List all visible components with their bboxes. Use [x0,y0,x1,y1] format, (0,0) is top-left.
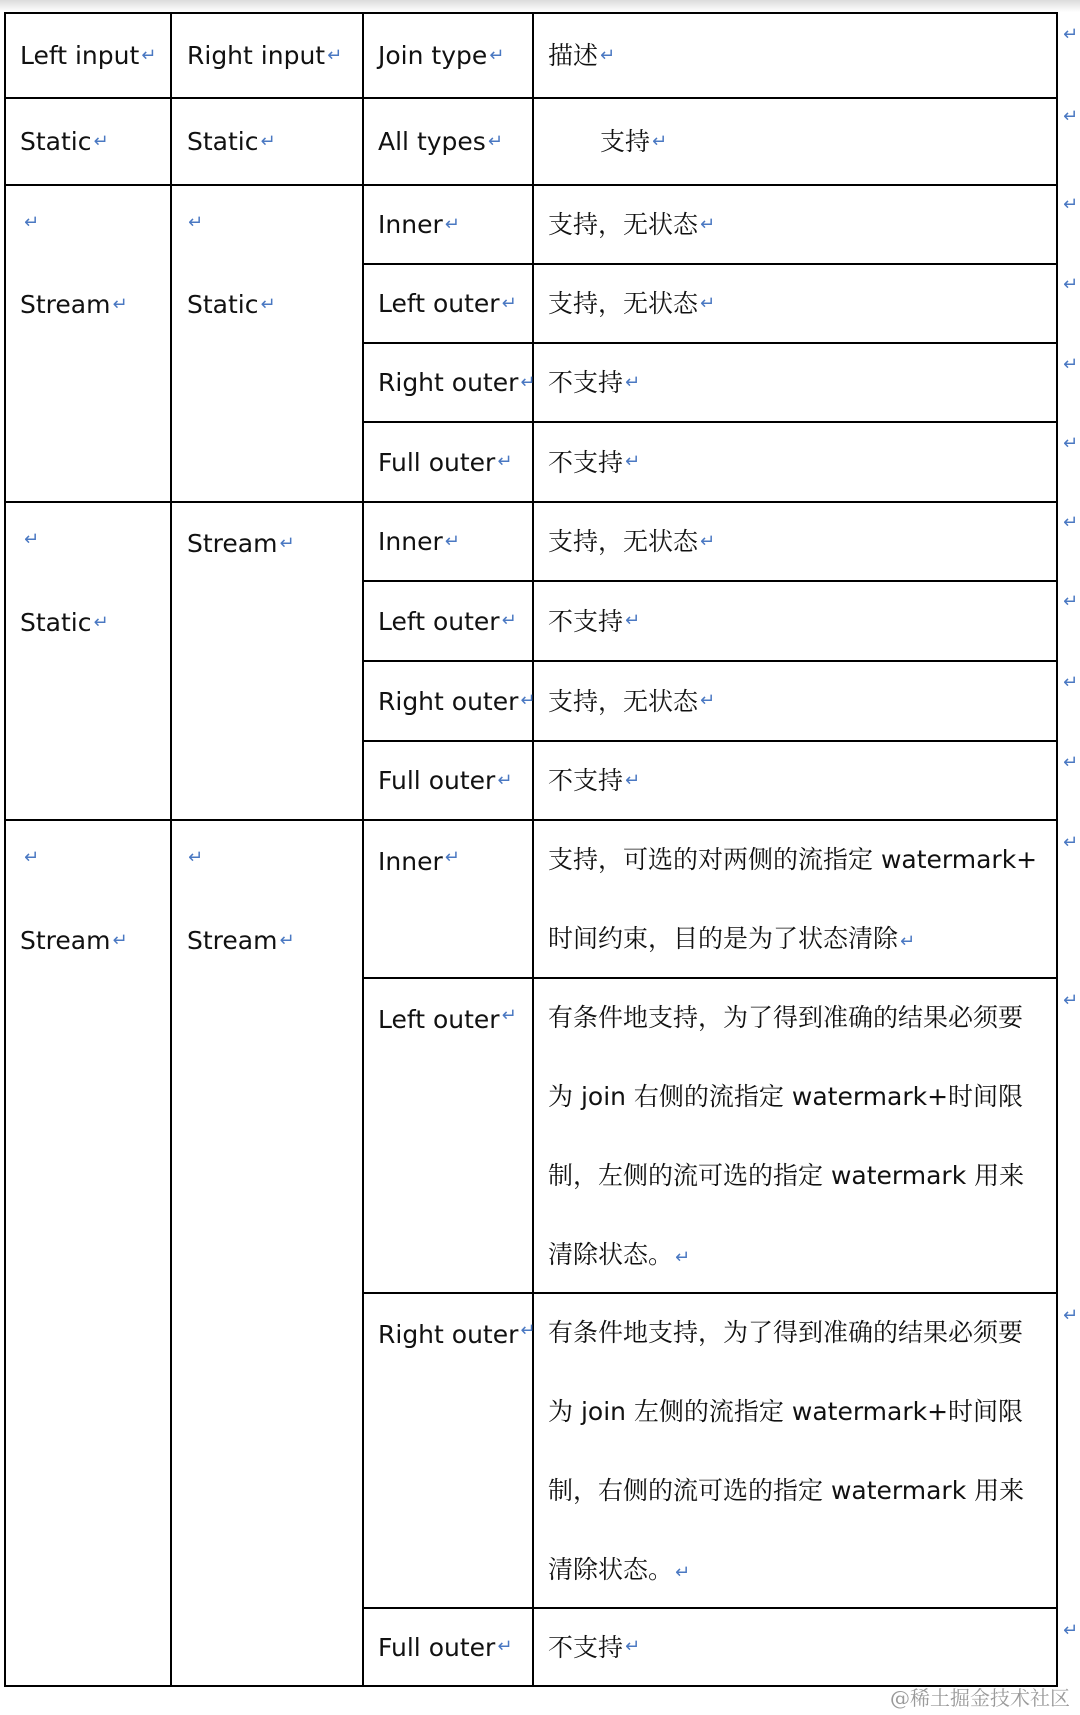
group-right-input-label [187,928,295,953]
join-type-text: Inner [378,210,443,239]
description-line-text: 清除状态。 [548,1555,674,1584]
description-line [548,924,1056,954]
description-text: 不支持 [548,1632,624,1662]
paragraph-mark: ↵ [260,293,276,315]
group-left-input [6,503,170,819]
row-end-mark: ↵ [1063,990,1079,1011]
row-end-mark: ↵ [1063,591,1079,612]
description-text: 支持，无状态 [548,289,699,318]
group-right-input-label [187,531,295,556]
group-left-input [6,186,170,501]
paragraph-mark: ↵ [625,1636,641,1657]
group-left-input-text: Stream [20,290,111,319]
description-cell [534,423,1056,501]
paragraph-mark: ↵ [625,451,641,472]
paragraph-mark: ↵ [497,451,513,472]
header-join-type [364,14,532,97]
description-line-text: 时间约束，目的是为了状态清除 [548,924,899,953]
paragraph-mark: ↵ [700,690,716,711]
join-type-cell [364,186,532,263]
group-left-input-text: Static [20,127,92,156]
group-left-input-label [20,292,128,317]
join-type-text: All types [378,127,486,156]
join-type-cell [364,1294,536,1607]
row-end-mark: ↵ [1063,433,1079,454]
paragraph-mark: ↵ [497,1636,513,1657]
join-type-text: Right outer [378,368,519,397]
paragraph-mark: ↵ [327,44,343,66]
group-left-input-text: Stream [20,926,111,955]
paragraph-mark: ↵ [501,292,517,314]
paragraph-mark: ↵ [112,929,128,951]
group-right-input [172,99,362,184]
join-type-cell [364,99,532,184]
paragraph-mark: ↵ [279,532,295,554]
paragraph-mark: ↵ [444,847,460,868]
paragraph-mark: ↵ [444,530,460,552]
join-type-cell [364,503,532,580]
paragraph-mark: ↵ [675,1247,691,1268]
paragraph-mark: ↵ [520,690,536,711]
description-cell [534,1609,1056,1685]
paragraph-mark: ↵ [497,769,513,791]
row-end-mark: ↵ [1063,274,1079,295]
join-type-text: Left outer [378,606,500,636]
join-type-cell [364,742,532,819]
join-type-text: Inner [378,847,443,876]
header-left-input [6,14,170,97]
paragraph-mark: ↵ [700,530,716,552]
paragraph-mark: ↵ [501,1005,517,1026]
paragraph-mark: ↵ [520,371,536,393]
paragraph-mark: ↵ [675,1562,691,1583]
header-description-text: 描述 [548,41,599,70]
description-text: 支持，无状态 [548,527,699,556]
paragraph-mark: ↵ [24,212,40,233]
row-end-mark: ↵ [1063,1620,1079,1641]
group-left-input [6,99,170,184]
group-right-input-text: Static [187,290,259,319]
join-type-cell [364,582,532,660]
description-cell [534,742,1056,819]
description-line: 支持，可选的对两侧的流指定 watermark+ [548,845,1038,874]
group-right-input [172,186,362,501]
join-type-cell [364,979,532,1292]
header-join-type-text: Join type [378,41,488,70]
description-text: 不支持 [548,368,624,397]
description-text: 不支持 [548,606,624,636]
paragraph-mark: ↵ [24,529,40,550]
description-line [548,1240,1056,1270]
description-text: 不支持 [548,766,624,795]
row-end-mark: ↵ [1063,106,1079,127]
description-text: 支持，无状态 [548,686,699,716]
row-end-mark: ↵ [1063,24,1079,45]
description-cell [534,186,1056,263]
group-left-input-label [20,928,128,953]
paragraph-mark: ↵ [600,44,616,66]
group-left-input-text: Static [20,608,92,637]
paragraph-mark: ↵ [501,610,517,631]
description-line: 制，左侧的流可选的指定 watermark 用来 [548,1161,1025,1190]
paragraph-mark: ↵ [141,44,157,66]
table-rule [1056,12,1058,1687]
paragraph-mark: ↵ [279,929,295,951]
group-left-input [6,821,170,1685]
join-type-cell [364,344,536,421]
description-cell [534,503,1056,580]
description-cell [534,662,1056,740]
description-text: 不支持 [548,447,624,477]
group-left-input-label [20,610,109,635]
row-end-mark: ↵ [1063,194,1079,215]
description-line [548,1555,1056,1585]
row-end-mark: ↵ [1063,672,1079,693]
site-watermark: @稀土掘金技术社区 [890,1686,1070,1710]
paragraph-mark: ↵ [93,611,109,633]
join-type-text: Inner [378,527,443,556]
paragraph-mark: ↵ [93,130,109,152]
description-line: 制，右侧的流可选的指定 watermark 用来 [548,1476,1025,1505]
join-type-text: Full outer [378,1632,496,1662]
header-right-input-text: Right input [187,41,326,70]
paragraph-mark: ↵ [520,1320,536,1341]
paragraph-mark: ↵ [700,213,716,235]
description-cell [534,265,1056,342]
row-end-mark: ↵ [1063,512,1079,533]
header-description [534,14,1056,97]
description-line: 为 join 右侧的流指定 watermark+时间限 [548,1082,1024,1111]
description-line: 有条件地支持，为了得到准确的结果必须要 [548,1318,1024,1347]
group-right-input-text: Stream [187,529,278,558]
row-end-mark: ↵ [1063,1305,1079,1326]
paragraph-mark: ↵ [188,847,204,868]
row-end-mark: ↵ [1063,752,1079,773]
paragraph-mark: ↵ [188,212,204,233]
description-text: 支持 [600,127,651,156]
description-cell [534,582,1056,660]
description-line-text: 清除状态。 [548,1240,674,1269]
paragraph-mark: ↵ [260,130,276,152]
header-left-input-text: Left input [20,41,140,70]
paragraph-mark: ↵ [444,213,460,235]
description-line: 为 join 左侧的流指定 watermark+时间限 [548,1397,1024,1426]
paragraph-mark: ↵ [700,292,716,314]
description-cell [534,821,1056,977]
paragraph-mark: ↵ [487,130,503,152]
description-cell [534,344,1056,421]
paragraph-mark: ↵ [625,371,641,393]
join-type-text: Full outer [378,447,496,477]
description-cell [534,1294,1056,1607]
paragraph-mark: ↵ [625,769,641,791]
join-type-text: Right outer [378,686,519,716]
top-edge-shadow [0,0,1080,12]
header-right-input [172,14,362,97]
join-type-text: Full outer [378,766,496,795]
paragraph-mark: ↵ [489,44,505,66]
join-type-text: Left outer [378,289,500,318]
description-cell [534,979,1056,1292]
group-right-input [172,503,362,819]
row-end-mark: ↵ [1063,832,1079,853]
description-line: 有条件地支持，为了得到准确的结果必须要 [548,1003,1024,1032]
paragraph-mark: ↵ [652,130,668,152]
paragraph-mark: ↵ [900,931,916,952]
join-type-cell [364,662,536,740]
group-right-input-text: Stream [187,926,278,955]
join-type-cell [364,1609,532,1685]
group-right-input [172,821,362,1685]
group-right-input-text: Static [187,127,259,156]
paragraph-mark: ↵ [112,293,128,315]
join-type-text: Right outer [378,1320,519,1349]
group-right-input-label [187,292,276,317]
paragraph-mark: ↵ [24,847,40,868]
join-type-cell [364,265,532,342]
paragraph-mark: ↵ [625,610,641,631]
join-type-cell [364,821,532,977]
join-type-cell [364,423,532,501]
description-cell [534,99,1056,184]
join-type-text: Left outer [378,1005,500,1034]
row-end-mark: ↵ [1063,354,1079,375]
description-text: 支持，无状态 [548,210,699,239]
